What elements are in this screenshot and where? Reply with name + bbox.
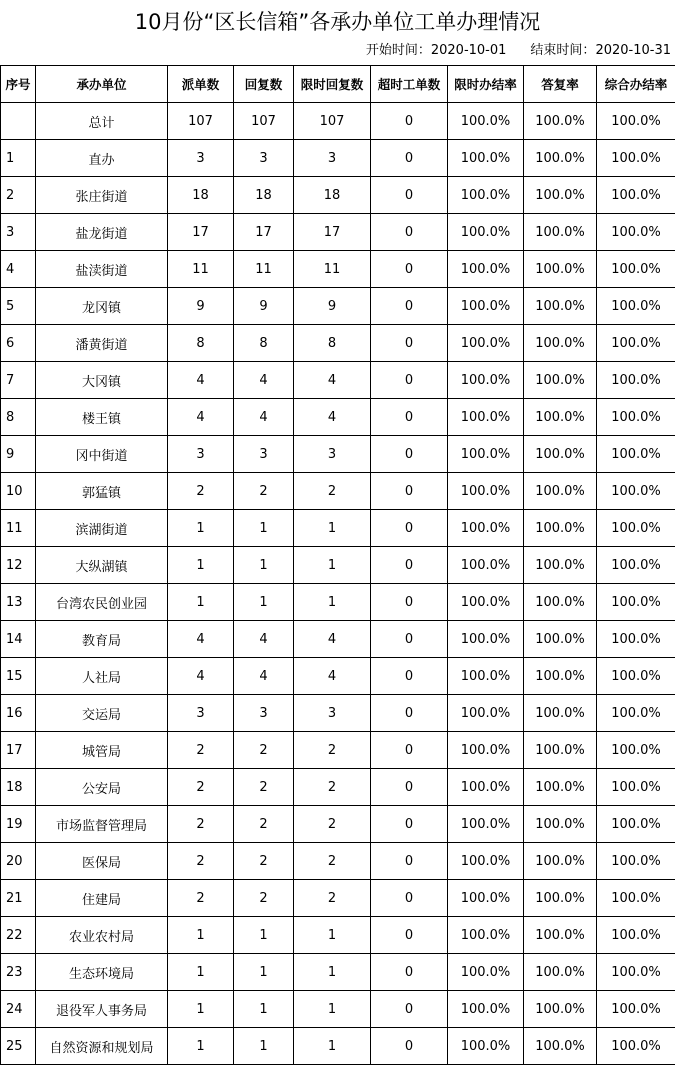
cell-overall-rate: 100.0% xyxy=(597,251,675,288)
cell-overdue: 0 xyxy=(371,362,448,399)
table-row xyxy=(1,658,675,695)
cell-seq: 22 xyxy=(1,917,36,954)
cell-timely-rate: 100.0% xyxy=(448,806,524,843)
cell-overdue: 0 xyxy=(371,288,448,325)
cell-replied: 17 xyxy=(234,214,294,251)
cell-overall-rate: 100.0% xyxy=(597,584,675,621)
cell-timely-rate: 100.0% xyxy=(448,140,524,177)
cell-reply-rate: 100.0% xyxy=(524,954,597,991)
cell-timely-replied: 2 xyxy=(294,732,371,769)
table-total-row xyxy=(1,103,675,140)
cell-overall-rate: 100.0% xyxy=(597,325,675,362)
cell-timely-rate: 100.0% xyxy=(448,103,524,140)
cell-reply-rate: 100.0% xyxy=(524,880,597,917)
cell-timely-replied: 2 xyxy=(294,473,371,510)
cell-unit: 退役军人事务局 xyxy=(36,991,168,1028)
cell-dispatched: 1 xyxy=(168,954,234,991)
cell-replied: 2 xyxy=(234,473,294,510)
cell-reply-rate: 100.0% xyxy=(524,695,597,732)
cell-unit: 交运局 xyxy=(36,695,168,732)
cell-unit: 城管局 xyxy=(36,732,168,769)
cell-reply-rate: 100.0% xyxy=(524,769,597,806)
cell-seq: 7 xyxy=(1,362,36,399)
cell-reply-rate: 100.0% xyxy=(524,473,597,510)
cell-reply-rate: 100.0% xyxy=(524,658,597,695)
table-row xyxy=(1,1028,675,1065)
cell-overdue: 0 xyxy=(371,769,448,806)
header-seq: 序号 xyxy=(1,66,36,103)
cell-overall-rate: 100.0% xyxy=(597,880,675,917)
cell-overdue: 0 xyxy=(371,177,448,214)
cell-timely-rate: 100.0% xyxy=(448,1028,524,1065)
cell-timely-rate: 100.0% xyxy=(448,991,524,1028)
cell-timely-rate: 100.0% xyxy=(448,547,524,584)
cell-replied: 2 xyxy=(234,732,294,769)
cell-seq: 8 xyxy=(1,399,36,436)
cell-overdue: 0 xyxy=(371,473,448,510)
cell-overdue: 0 xyxy=(371,843,448,880)
cell-overall-rate: 100.0% xyxy=(597,362,675,399)
cell-unit: 农业农村局 xyxy=(36,917,168,954)
cell-seq: 15 xyxy=(1,658,36,695)
header-dispatched: 派单数 xyxy=(168,66,234,103)
cell-overdue: 0 xyxy=(371,695,448,732)
cell-replied: 3 xyxy=(234,140,294,177)
cell-overall-rate: 100.0% xyxy=(597,473,675,510)
cell-reply-rate: 100.0% xyxy=(524,547,597,584)
cell-overall-rate: 100.0% xyxy=(597,214,675,251)
cell-reply-rate: 100.0% xyxy=(524,177,597,214)
cell-timely-replied: 2 xyxy=(294,806,371,843)
cell-overdue: 0 xyxy=(371,584,448,621)
cell-timely-replied: 8 xyxy=(294,325,371,362)
cell-overall-rate: 100.0% xyxy=(597,695,675,732)
cell-replied: 4 xyxy=(234,658,294,695)
cell-timely-rate: 100.0% xyxy=(448,658,524,695)
cell-timely-rate: 100.0% xyxy=(448,288,524,325)
cell-overall-rate: 100.0% xyxy=(597,547,675,584)
cell-timely-replied: 3 xyxy=(294,436,371,473)
cell-overall-rate: 100.0% xyxy=(597,806,675,843)
cell-overdue: 0 xyxy=(371,510,448,547)
cell-unit: 大纵湖镇 xyxy=(36,547,168,584)
cell-timely-rate: 100.0% xyxy=(448,177,524,214)
cell-replied: 1 xyxy=(234,917,294,954)
cell-overall-rate: 100.0% xyxy=(597,288,675,325)
cell-unit: 自然资源和规划局 xyxy=(36,1028,168,1065)
cell-dispatched: 8 xyxy=(168,325,234,362)
cell-reply-rate: 100.0% xyxy=(524,214,597,251)
end-time-label: 结束时间： xyxy=(530,41,595,61)
cell-dispatched: 1 xyxy=(168,1028,234,1065)
cell-replied: 8 xyxy=(234,325,294,362)
cell-overdue: 0 xyxy=(371,214,448,251)
cell-timely-replied: 4 xyxy=(294,658,371,695)
cell-replied: 1 xyxy=(234,954,294,991)
cell-replied: 4 xyxy=(234,362,294,399)
cell-overall-rate: 100.0% xyxy=(597,510,675,547)
cell-unit: 总计 xyxy=(36,103,168,140)
cell-seq: 19 xyxy=(1,806,36,843)
cell-timely-replied: 4 xyxy=(294,399,371,436)
cell-timely-replied: 2 xyxy=(294,769,371,806)
cell-unit: 盐龙街道 xyxy=(36,214,168,251)
cell-overall-rate: 100.0% xyxy=(597,1028,675,1065)
cell-timely-replied: 11 xyxy=(294,251,371,288)
cell-seq: 17 xyxy=(1,732,36,769)
cell-seq: 14 xyxy=(1,621,36,658)
cell-timely-replied: 1 xyxy=(294,584,371,621)
cell-reply-rate: 100.0% xyxy=(524,251,597,288)
table-row xyxy=(1,954,675,991)
cell-overall-rate: 100.0% xyxy=(597,658,675,695)
cell-seq: 6 xyxy=(1,325,36,362)
cell-replied: 1 xyxy=(234,547,294,584)
cell-dispatched: 4 xyxy=(168,621,234,658)
cell-timely-replied: 1 xyxy=(294,991,371,1028)
cell-unit: 住建局 xyxy=(36,880,168,917)
cell-seq: 10 xyxy=(1,473,36,510)
cell-overdue: 0 xyxy=(371,732,448,769)
cell-overdue: 0 xyxy=(371,325,448,362)
cell-replied: 18 xyxy=(234,177,294,214)
cell-timely-rate: 100.0% xyxy=(448,917,524,954)
cell-overall-rate: 100.0% xyxy=(597,399,675,436)
table-row xyxy=(1,177,675,214)
cell-dispatched: 3 xyxy=(168,695,234,732)
cell-seq: 5 xyxy=(1,288,36,325)
table-row xyxy=(1,547,675,584)
cell-timely-rate: 100.0% xyxy=(448,473,524,510)
cell-reply-rate: 100.0% xyxy=(524,103,597,140)
cell-seq: 12 xyxy=(1,547,36,584)
cell-dispatched: 4 xyxy=(168,399,234,436)
cell-seq: 11 xyxy=(1,510,36,547)
header-overall-rate: 综合办结率 xyxy=(597,66,675,103)
cell-seq: 18 xyxy=(1,769,36,806)
cell-unit: 龙冈镇 xyxy=(36,288,168,325)
cell-overdue: 0 xyxy=(371,140,448,177)
cell-seq: 20 xyxy=(1,843,36,880)
cell-unit: 台湾农民创业园 xyxy=(36,584,168,621)
cell-overall-rate: 100.0% xyxy=(597,843,675,880)
cell-unit: 滨湖街道 xyxy=(36,510,168,547)
cell-timely-replied: 1 xyxy=(294,510,371,547)
cell-seq: 21 xyxy=(1,880,36,917)
cell-unit: 教育局 xyxy=(36,621,168,658)
work-order-table xyxy=(0,65,675,1065)
cell-replied: 4 xyxy=(234,399,294,436)
cell-seq: 23 xyxy=(1,954,36,991)
cell-dispatched: 9 xyxy=(168,288,234,325)
table-row xyxy=(1,991,675,1028)
cell-unit: 冈中街道 xyxy=(36,436,168,473)
cell-dispatched: 1 xyxy=(168,510,234,547)
cell-seq: 9 xyxy=(1,436,36,473)
cell-reply-rate: 100.0% xyxy=(524,288,597,325)
cell-timely-replied: 107 xyxy=(294,103,371,140)
cell-dispatched: 1 xyxy=(168,584,234,621)
cell-replied: 2 xyxy=(234,806,294,843)
header-timely-replied: 限时回复数 xyxy=(294,66,371,103)
cell-reply-rate: 100.0% xyxy=(524,399,597,436)
cell-seq: 24 xyxy=(1,991,36,1028)
cell-reply-rate: 100.0% xyxy=(524,843,597,880)
cell-overall-rate: 100.0% xyxy=(597,621,675,658)
start-time-label: 开始时间： xyxy=(366,41,431,61)
cell-dispatched: 2 xyxy=(168,880,234,917)
header-overdue: 超时工单数 xyxy=(371,66,448,103)
cell-timely-rate: 100.0% xyxy=(448,843,524,880)
cell-timely-rate: 100.0% xyxy=(448,325,524,362)
table-row xyxy=(1,843,675,880)
cell-dispatched: 2 xyxy=(168,732,234,769)
cell-overall-rate: 100.0% xyxy=(597,177,675,214)
cell-timely-replied: 18 xyxy=(294,177,371,214)
cell-timely-rate: 100.0% xyxy=(448,732,524,769)
cell-overdue: 0 xyxy=(371,251,448,288)
table-row xyxy=(1,880,675,917)
cell-timely-rate: 100.0% xyxy=(448,251,524,288)
table-row xyxy=(1,362,675,399)
cell-timely-replied: 1 xyxy=(294,954,371,991)
cell-timely-replied: 3 xyxy=(294,140,371,177)
cell-dispatched: 2 xyxy=(168,769,234,806)
cell-seq: 25 xyxy=(1,1028,36,1065)
cell-timely-rate: 100.0% xyxy=(448,436,524,473)
cell-reply-rate: 100.0% xyxy=(524,917,597,954)
cell-dispatched: 2 xyxy=(168,473,234,510)
cell-reply-rate: 100.0% xyxy=(524,510,597,547)
cell-replied: 2 xyxy=(234,843,294,880)
table-row xyxy=(1,510,675,547)
cell-dispatched: 2 xyxy=(168,806,234,843)
cell-overall-rate: 100.0% xyxy=(597,436,675,473)
cell-unit: 人社局 xyxy=(36,658,168,695)
table-row xyxy=(1,917,675,954)
table-row xyxy=(1,214,675,251)
cell-overdue: 0 xyxy=(371,399,448,436)
cell-seq: 1 xyxy=(1,140,36,177)
cell-replied: 3 xyxy=(234,695,294,732)
cell-dispatched: 3 xyxy=(168,140,234,177)
cell-replied: 1 xyxy=(234,510,294,547)
cell-unit: 直办 xyxy=(36,140,168,177)
cell-overdue: 0 xyxy=(371,1028,448,1065)
cell-replied: 1 xyxy=(234,991,294,1028)
table-row xyxy=(1,473,675,510)
cell-unit: 楼王镇 xyxy=(36,399,168,436)
end-time-value: 2020-10-31 xyxy=(595,41,671,61)
cell-timely-replied: 17 xyxy=(294,214,371,251)
cell-reply-rate: 100.0% xyxy=(524,806,597,843)
cell-timely-replied: 2 xyxy=(294,880,371,917)
cell-seq: 4 xyxy=(1,251,36,288)
cell-overall-rate: 100.0% xyxy=(597,732,675,769)
cell-unit: 大冈镇 xyxy=(36,362,168,399)
cell-timely-replied: 9 xyxy=(294,288,371,325)
cell-timely-rate: 100.0% xyxy=(448,954,524,991)
cell-overdue: 0 xyxy=(371,806,448,843)
cell-seq: 16 xyxy=(1,695,36,732)
cell-timely-replied: 4 xyxy=(294,362,371,399)
cell-timely-rate: 100.0% xyxy=(448,214,524,251)
cell-dispatched: 1 xyxy=(168,917,234,954)
cell-overall-rate: 100.0% xyxy=(597,917,675,954)
cell-timely-replied: 1 xyxy=(294,1028,371,1065)
cell-unit: 潘黄街道 xyxy=(36,325,168,362)
cell-timely-replied: 4 xyxy=(294,621,371,658)
cell-reply-rate: 100.0% xyxy=(524,140,597,177)
table-header-row xyxy=(1,66,675,103)
cell-timely-rate: 100.0% xyxy=(448,362,524,399)
cell-dispatched: 2 xyxy=(168,843,234,880)
cell-overdue: 0 xyxy=(371,103,448,140)
cell-unit: 郭猛镇 xyxy=(36,473,168,510)
cell-dispatched: 18 xyxy=(168,177,234,214)
cell-timely-rate: 100.0% xyxy=(448,695,524,732)
cell-timely-rate: 100.0% xyxy=(448,510,524,547)
table-row xyxy=(1,584,675,621)
cell-reply-rate: 100.0% xyxy=(524,991,597,1028)
cell-dispatched: 11 xyxy=(168,251,234,288)
cell-overdue: 0 xyxy=(371,547,448,584)
cell-overdue: 0 xyxy=(371,658,448,695)
cell-replied: 2 xyxy=(234,880,294,917)
cell-timely-replied: 1 xyxy=(294,547,371,584)
cell-seq: 3 xyxy=(1,214,36,251)
cell-dispatched: 3 xyxy=(168,436,234,473)
cell-timely-rate: 100.0% xyxy=(448,621,524,658)
cell-replied: 3 xyxy=(234,436,294,473)
cell-overdue: 0 xyxy=(371,954,448,991)
cell-timely-replied: 2 xyxy=(294,843,371,880)
cell-dispatched: 107 xyxy=(168,103,234,140)
cell-overall-rate: 100.0% xyxy=(597,954,675,991)
cell-reply-rate: 100.0% xyxy=(524,1028,597,1065)
cell-timely-rate: 100.0% xyxy=(448,880,524,917)
table-row xyxy=(1,621,675,658)
page-title: 10月份“区长信箱”各承办单位工单办理情况 xyxy=(0,8,675,36)
table-row xyxy=(1,288,675,325)
cell-overall-rate: 100.0% xyxy=(597,140,675,177)
cell-timely-replied: 1 xyxy=(294,917,371,954)
header-replied: 回复数 xyxy=(234,66,294,103)
table-row xyxy=(1,399,675,436)
table-row xyxy=(1,769,675,806)
cell-reply-rate: 100.0% xyxy=(524,436,597,473)
cell-overall-rate: 100.0% xyxy=(597,769,675,806)
cell-replied: 1 xyxy=(234,584,294,621)
cell-timely-rate: 100.0% xyxy=(448,399,524,436)
cell-unit: 医保局 xyxy=(36,843,168,880)
cell-timely-rate: 100.0% xyxy=(448,584,524,621)
cell-replied: 2 xyxy=(234,769,294,806)
cell-unit: 张庄街道 xyxy=(36,177,168,214)
table-row xyxy=(1,325,675,362)
table-row xyxy=(1,695,675,732)
cell-unit: 公安局 xyxy=(36,769,168,806)
cell-overdue: 0 xyxy=(371,621,448,658)
start-time-value: 2020-10-01 xyxy=(431,41,507,61)
cell-reply-rate: 100.0% xyxy=(524,362,597,399)
cell-seq: 13 xyxy=(1,584,36,621)
cell-dispatched: 17 xyxy=(168,214,234,251)
table-row xyxy=(1,732,675,769)
cell-dispatched: 1 xyxy=(168,547,234,584)
cell-replied: 107 xyxy=(234,103,294,140)
table-row xyxy=(1,436,675,473)
cell-overdue: 0 xyxy=(371,436,448,473)
cell-overdue: 0 xyxy=(371,917,448,954)
time-range xyxy=(366,41,671,61)
cell-reply-rate: 100.0% xyxy=(524,621,597,658)
table-row xyxy=(1,806,675,843)
cell-unit: 生态环境局 xyxy=(36,954,168,991)
header-timely-rate: 限时办结率 xyxy=(448,66,524,103)
cell-dispatched: 4 xyxy=(168,658,234,695)
cell-overdue: 0 xyxy=(371,880,448,917)
cell-timely-rate: 100.0% xyxy=(448,769,524,806)
cell-overall-rate: 100.0% xyxy=(597,103,675,140)
cell-unit: 市场监督管理局 xyxy=(36,806,168,843)
cell-reply-rate: 100.0% xyxy=(524,325,597,362)
cell-dispatched: 1 xyxy=(168,991,234,1028)
cell-dispatched: 4 xyxy=(168,362,234,399)
cell-replied: 1 xyxy=(234,1028,294,1065)
cell-timely-replied: 3 xyxy=(294,695,371,732)
table-row xyxy=(1,140,675,177)
table-row xyxy=(1,251,675,288)
header-reply-rate: 答复率 xyxy=(524,66,597,103)
header-unit: 承办单位 xyxy=(36,66,168,103)
cell-seq: 2 xyxy=(1,177,36,214)
cell-overall-rate: 100.0% xyxy=(597,991,675,1028)
cell-replied: 4 xyxy=(234,621,294,658)
cell-reply-rate: 100.0% xyxy=(524,584,597,621)
cell-overdue: 0 xyxy=(371,991,448,1028)
cell-seq xyxy=(1,103,36,140)
cell-reply-rate: 100.0% xyxy=(524,732,597,769)
cell-unit: 盐渎街道 xyxy=(36,251,168,288)
cell-replied: 9 xyxy=(234,288,294,325)
cell-replied: 11 xyxy=(234,251,294,288)
